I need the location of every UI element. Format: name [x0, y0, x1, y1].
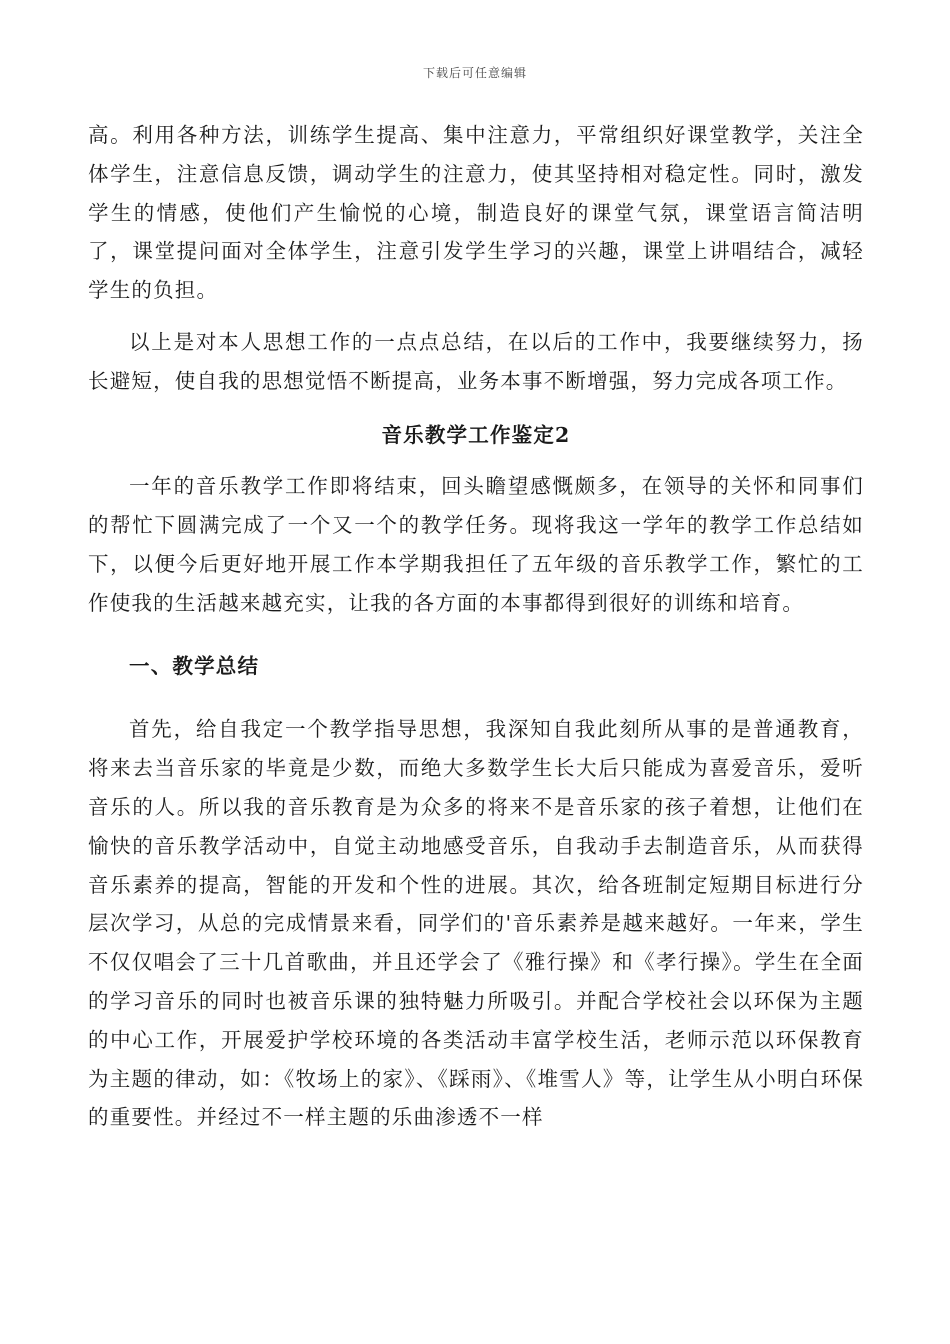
document-body	[88, 116, 864, 1137]
paragraph-spacer	[88, 310, 864, 323]
section-heading: 一、教学总结	[129, 653, 260, 678]
paragraph-body: 首先，给自我定一个教学指导思想，我深知自我此刻所从事的是普通教育，将来去当音乐家的毕竟是少数，而绝大多数学生长大后只能成为喜爱音乐，爱听音乐的人。所以我的音乐教育是为众多的将来不是音乐家的孩子着想，让他们在愉快的音乐教学活动中，自觉主动地感受音乐，自我动手去制造音乐，从而获得音乐素养的提高，智能的开发和个性的进展。其次，给各班制定短期目标进行分层次学习，从总的完成情景来看，同学们的'音乐素养是越来越好。一年来，学生不仅仅唱会了三十几首歌曲，并且还学会了《雅行操》和《孝行操》。学生在全面的学习音乐的同时也被音乐课的独特魅力所吸引。并配合学校社会以环保为主题的中心工作，开展爱护学校环境的各类活动丰富学校生活，老师示范以环保教育为主题的律动，如：《牧场上的家》、《踩雨》、《堆雪人》等，让学生从小明白环保的重要性。并经过不一样主题的乐曲渗透不一样	[88, 717, 864, 1130]
paragraph-continued: 高。利用各种方法，训练学生提高、集中注意力，平常组织好课堂教学，关注全体学生，注意信息反馈，调动学生的注意力，使其坚持相对稳定性。同时，激发学生的情感，使他们产生愉悦的心境，制造良好的课堂气氛，课堂语言简洁明了，课堂提问面对全体学生，注意引发学生学习的兴趣，课堂上讲唱结合，减轻学生的负担。	[88, 123, 864, 303]
paragraph-spacer	[88, 401, 864, 416]
paragraph-spacer	[88, 623, 864, 647]
paragraph-spacer	[88, 454, 864, 467]
header-note: 下载后可任意编辑	[422, 66, 527, 80]
paragraph-intro: 一年的音乐教学工作即将结束，回头瞻望感慨颇多，在领导的关怀和同事们的帮忙下圆满完成了一个又一个的教学任务。现将我这一学年的教学工作总结如下，以便今后更好地开展工作本学期我担任了五年级的音乐教学工作，繁忙的工作使我的生活越来越充实，让我的各方面的本事都得到很好的训练和培育。	[88, 474, 864, 615]
paragraph-spacer	[88, 685, 864, 710]
section-title: 音乐教学工作鉴定2	[381, 422, 571, 447]
paragraph-summary: 以上是对本人思想工作的一点点总结，在以后的工作中，我要继续努力，扬长避短，使自我的思想觉悟不断提高，业务本事不断增强，努力完成各项工作。	[88, 329, 864, 393]
